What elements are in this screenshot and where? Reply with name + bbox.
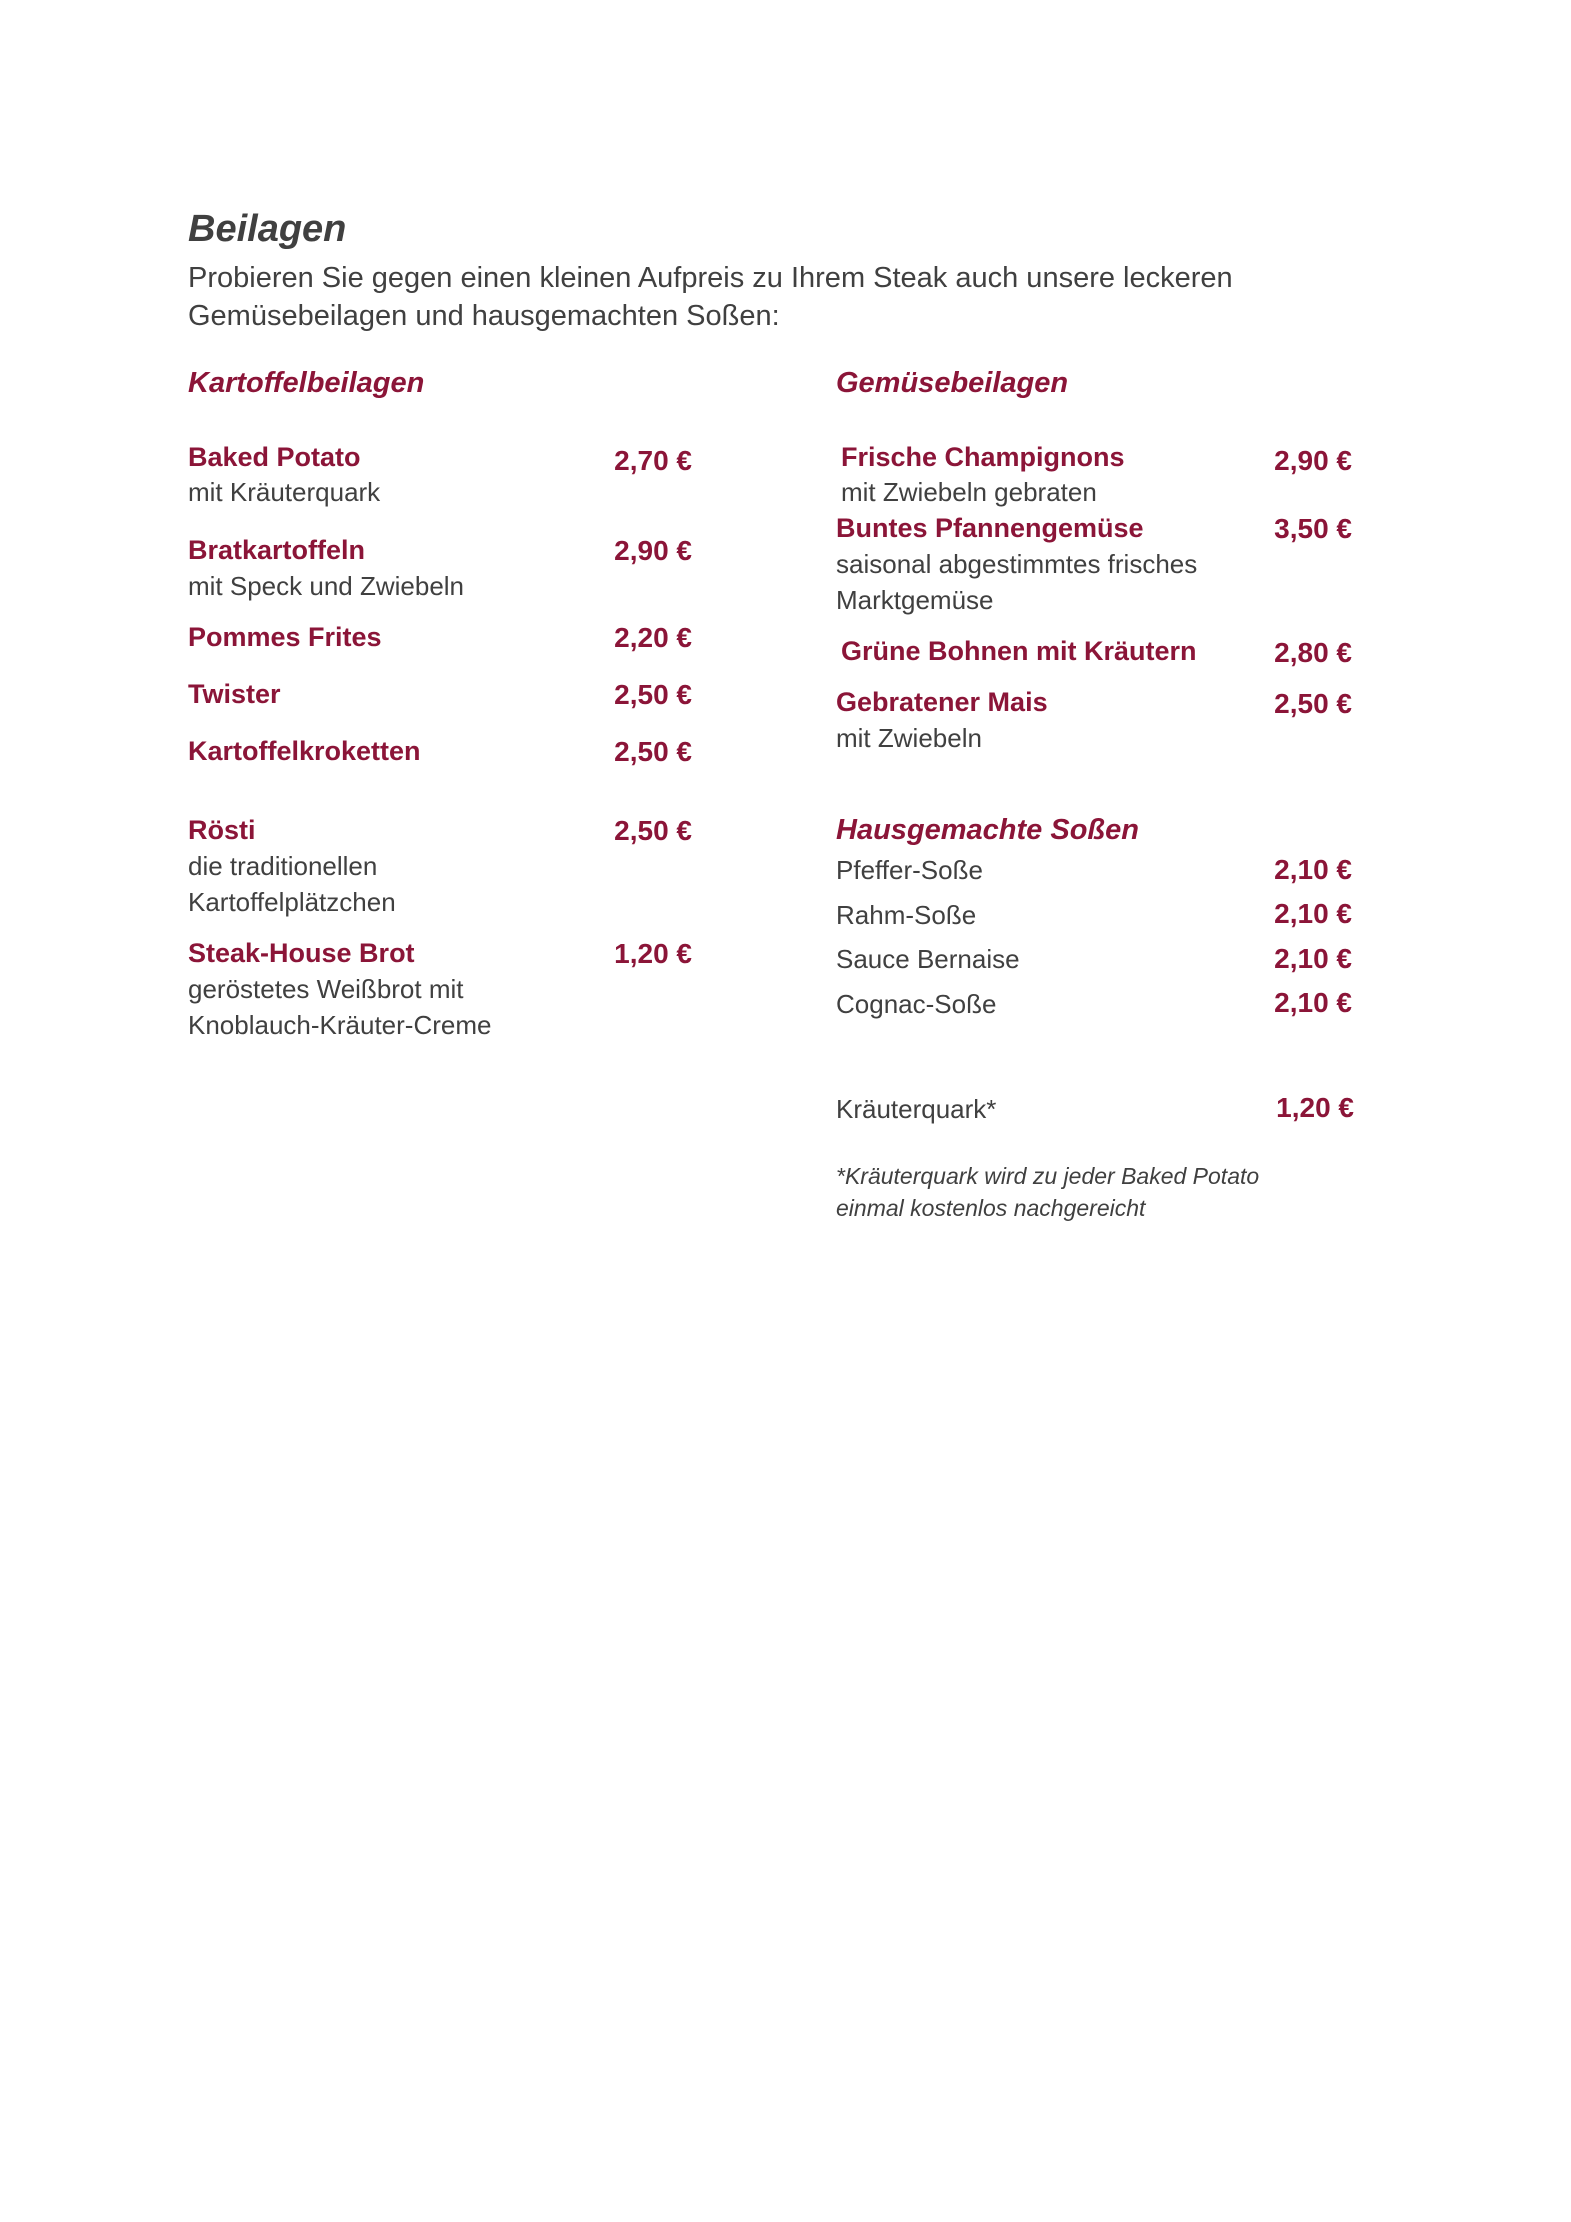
- item-name: Steak-House Brot: [188, 938, 415, 968]
- footnote-line-1: *Kräuterquark wird zu jeder Baked Potato: [836, 1163, 1260, 1189]
- item-price: 2,50 €: [614, 736, 692, 767]
- item-name: Buntes Pfannengemüse: [836, 513, 1144, 543]
- item-name: Bratkartoffeln: [188, 535, 366, 565]
- item-description: die traditionellen: [188, 851, 378, 881]
- footnote-line-2: einmal kostenlos nachgereicht: [836, 1195, 1146, 1221]
- item-description: geröstetes Weißbrot mit: [188, 974, 464, 1004]
- item-description: mit Kräuterquark: [188, 477, 381, 507]
- sauce-price: 2,10 €: [1274, 987, 1352, 1018]
- sauce-price: 2,10 €: [1274, 898, 1352, 929]
- item-name: Frische Champignons: [841, 442, 1125, 472]
- section-heading-hausgemachte-sossen: Hausgemachte Soßen: [836, 814, 1139, 846]
- intro-line-1: Probieren Sie gegen einen kleinen Aufpreis zu Ihrem Steak auch unsere leckeren: [188, 262, 1233, 294]
- item-name: Grüne Bohnen mit Kräutern: [841, 636, 1197, 666]
- item-price: 3,50 €: [1274, 513, 1352, 544]
- extra-name: Kräuterquark*: [836, 1094, 997, 1124]
- item-description: mit Speck und Zwiebeln: [188, 571, 465, 601]
- item-name: Rösti: [188, 815, 256, 845]
- sauce-name: Cognac-Soße: [836, 989, 997, 1019]
- item-price: 2,80 €: [1274, 637, 1352, 668]
- item-price: 2,20 €: [614, 622, 692, 653]
- sauce-price: 2,10 €: [1274, 854, 1352, 885]
- item-price: 1,20 €: [614, 938, 692, 969]
- item-description: Kartoffelplätzchen: [188, 887, 396, 917]
- section-heading-kartoffelbeilagen: Kartoffelbeilagen: [188, 367, 425, 399]
- item-price: 2,70 €: [614, 445, 692, 476]
- item-description: Marktgemüse: [836, 585, 994, 615]
- sauce-name: Sauce Bernaise: [836, 944, 1020, 974]
- item-description: mit Zwiebeln: [836, 723, 982, 753]
- item-description: mit Zwiebeln gebraten: [841, 477, 1097, 507]
- item-price: 2,50 €: [1274, 688, 1352, 719]
- item-description: saisonal abgestimmtes frisches: [836, 549, 1198, 579]
- item-name: Gebratener Mais: [836, 687, 1048, 717]
- item-name: Twister: [188, 679, 281, 709]
- extra-price: 1,20 €: [1276, 1092, 1354, 1123]
- item-price: 2,90 €: [614, 535, 692, 566]
- item-price: 2,90 €: [1274, 445, 1352, 476]
- item-price: 2,50 €: [614, 815, 692, 846]
- section-heading-gemuesebeilagen: Gemüsebeilagen: [836, 367, 1069, 399]
- sauce-price: 2,10 €: [1274, 943, 1352, 974]
- item-description: Knoblauch-Kräuter-Creme: [188, 1010, 492, 1040]
- sauce-name: Rahm-Soße: [836, 900, 977, 930]
- sauce-name: Pfeffer-Soße: [836, 855, 983, 885]
- intro-line-2: Gemüsebeilagen und hausgemachten Soßen:: [188, 300, 780, 332]
- item-price: 2,50 €: [614, 679, 692, 710]
- item-name: Baked Potato: [188, 442, 361, 472]
- item-name: Pommes Frites: [188, 622, 382, 652]
- page-title: Beilagen: [188, 208, 347, 250]
- item-name: Kartoffelkroketten: [188, 736, 421, 766]
